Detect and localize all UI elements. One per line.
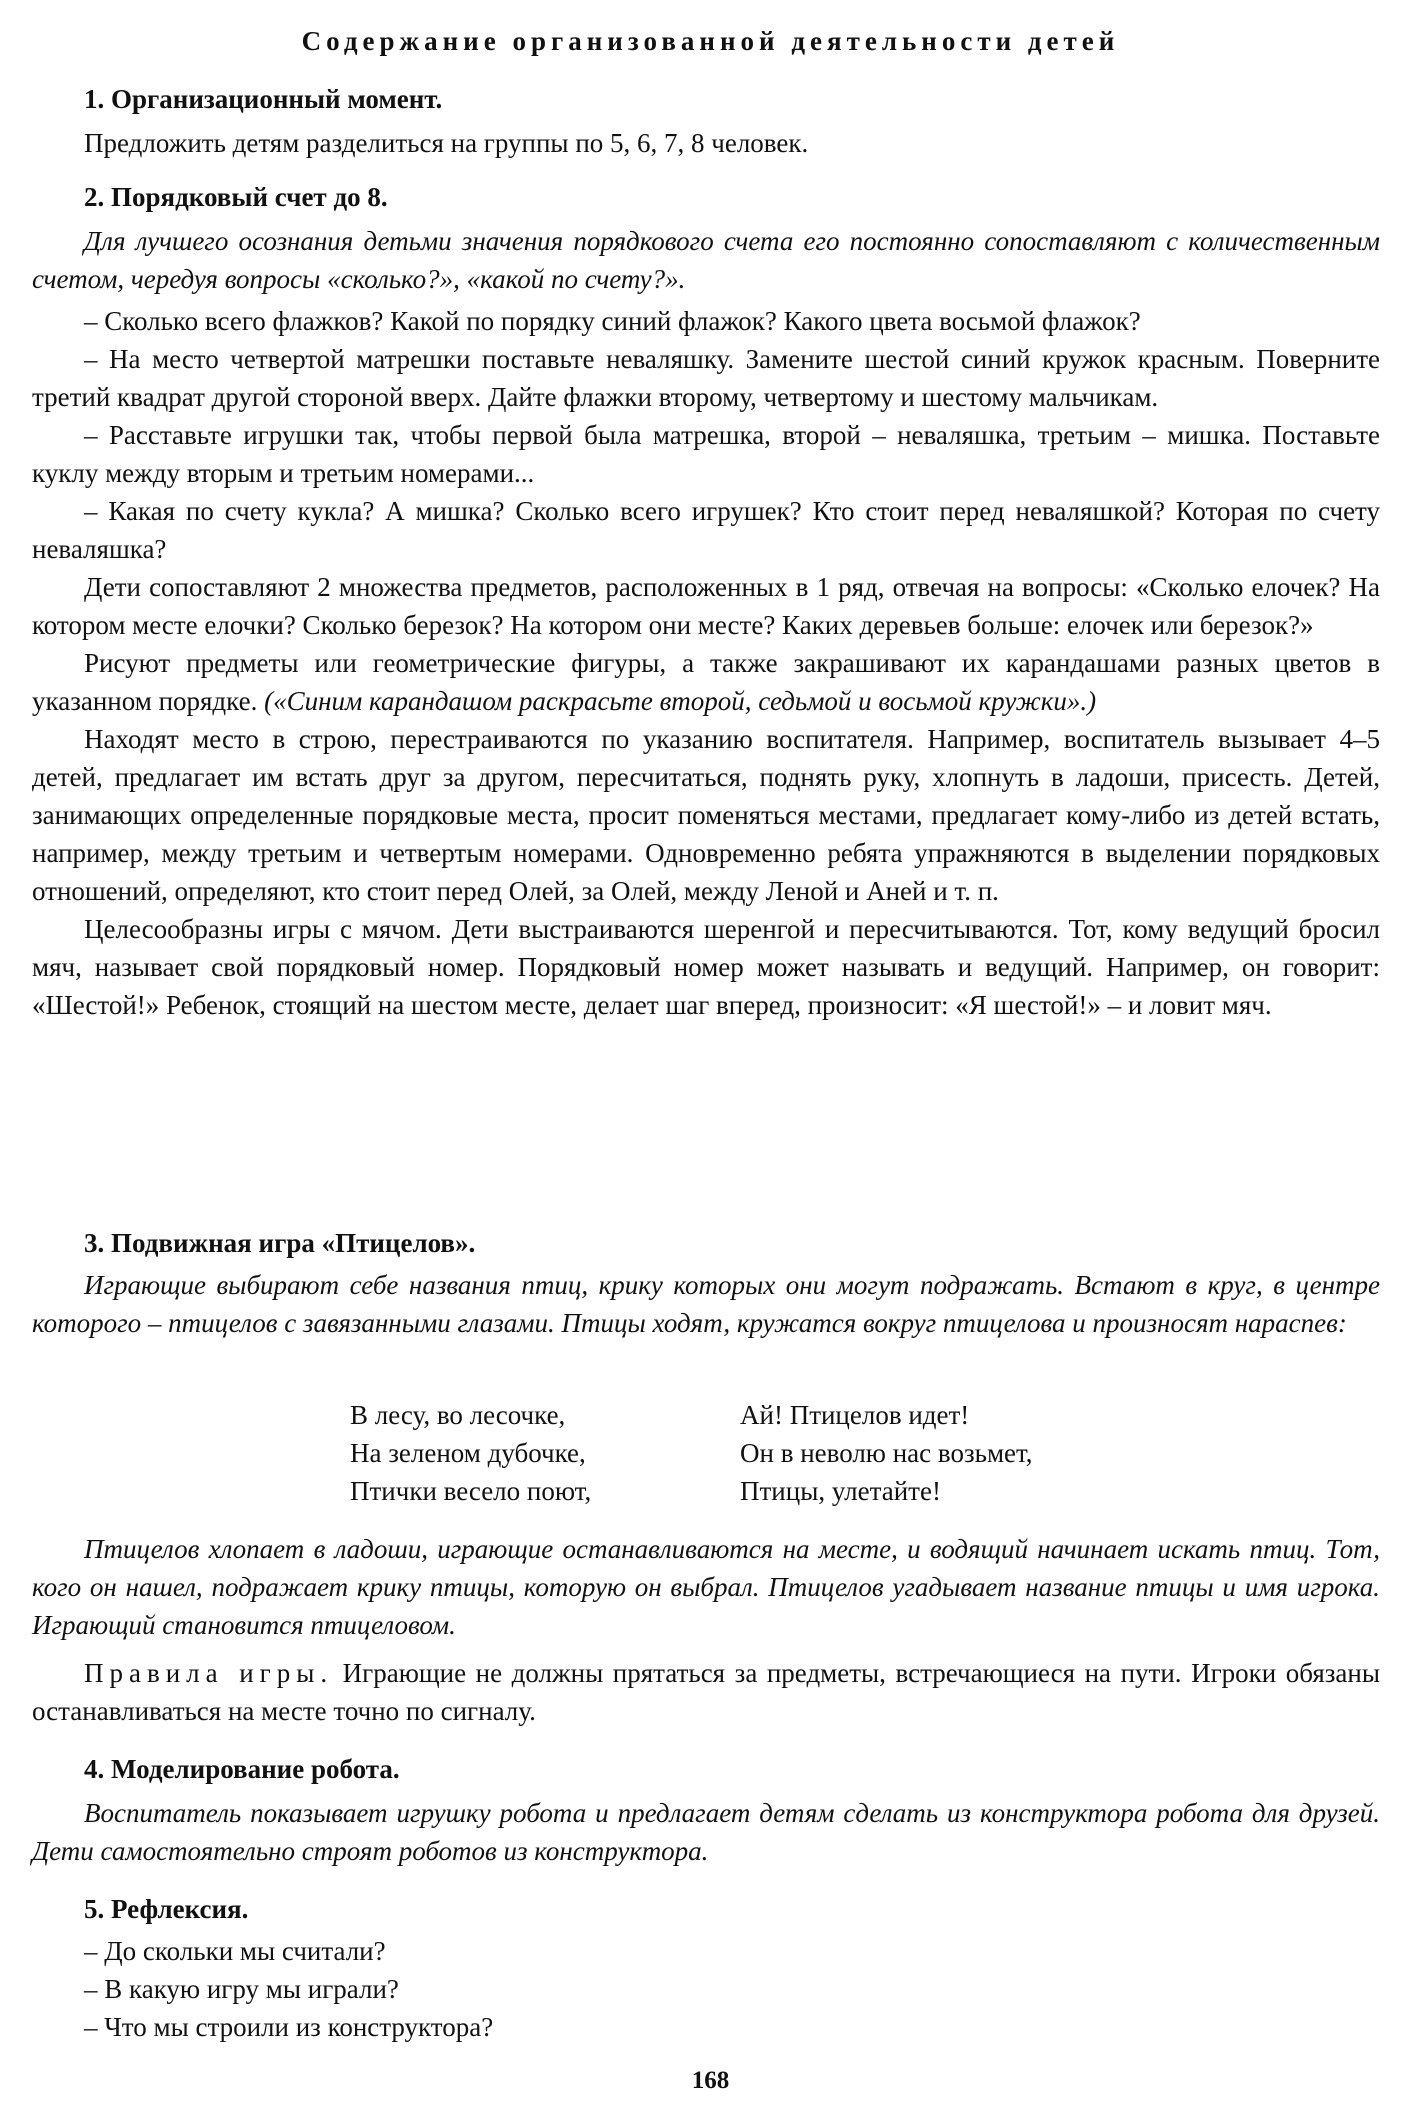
question-2: – На место четвертой матрешки поставьте неваляшку. Замените шестой синий кружок красным. Поверните третий квадрат другой стороной вверх. Дайте флажки второму, четвертому и шестому мальчикам. (32, 344, 1380, 412)
question-3: – Расставьте игрушки так, чтобы первой была матрешка, второй – неваляшка, третьим – мишка. Поставьте куклу между вторым и третьим номерами... (32, 420, 1380, 488)
poem (350, 1396, 1150, 1510)
paragraph-ball-game: Целесообразны игры с мячом. Дети выстраиваются шеренгой и пересчитываются. Тот, кому ведущий бросил мяч, называет свой порядковый номер. Порядковый номер может называть и ведущий. Например, он говорит: «Шестой!» Ребенок, стоящий на шестом месте, делает шаг вперед, произносит: «Я шестой!» – и ловит мяч. (32, 914, 1380, 1020)
section-3-after: Птицелов хлопает в ладоши, играющие останавливаются на месте, и водящий начинает искать птиц. Тот, кого он нашел, подражает крику птицы, которую он выбрал. Птицелов угадывает название птицы и имя игрока. Играющий становится птицеловом. (32, 1534, 1380, 1640)
section-3 (32, 1224, 1380, 1342)
section-4-text: Воспитатель показывает игрушку робота и предлагает детям сделать из конструктора робота для друзей. Дети самостоятельно строят роботов из конструктора. (32, 1798, 1380, 1866)
poem-left-column (350, 1396, 740, 1510)
question-4: – Какая по счету кукла? А мишка? Сколько всего игрушек? Кто стоит перед неваляшкой? Которая по счету неваляшка? (32, 496, 1380, 564)
section-5 (32, 1890, 1380, 2046)
poem-line: Ай! Птицелов идет! (740, 1400, 970, 1430)
reflection-question: – Что мы строили из конструктора? (84, 2012, 494, 2042)
section-3-heading: 3. Подвижная игра «Птицелов». (84, 1228, 476, 1258)
section-2 (32, 178, 1380, 1024)
poem-right-column (740, 1396, 1130, 1510)
section-2-intro: Для лучшего осознания детьми значения порядкового счета его постоянно сопоставляют с количественным счетом, чередуя вопросы «сколько?», «какой по счету?». (32, 226, 1380, 294)
poem-line: Птицы, улетайте! (740, 1476, 941, 1506)
poem-line: Птички весело поют, (350, 1476, 592, 1506)
section-4-heading: 4. Моделирование робота. (84, 1754, 400, 1784)
paragraph-drawing-text: Рисуют предметы или геометрические фигуры, а также закрашивают их карандашами разных цветов в указанном порядке. (32, 648, 1380, 716)
section-3-continued (32, 1530, 1380, 1730)
question-1: – Сколько всего флажков? Какой по порядку синий флажок? Какого цвета восьмой флажок? (84, 306, 1141, 336)
paragraph-drawing-italic: («Синим карандашом раскрасьте второй, седьмой и восьмой кружки».) (264, 686, 1097, 716)
reflection-question: – В какую игру мы играли? (84, 1974, 399, 2004)
section-1-heading: 1. Организационный момент. (84, 84, 443, 114)
page-title: Содержание организованной деятельности детей (301, 26, 1120, 56)
page-number: 168 (691, 2067, 730, 2094)
paragraph-drawing (32, 644, 1380, 720)
game-rules-label: Правила игры. (84, 1658, 334, 1688)
game-rules (32, 1654, 1380, 1730)
poem-line: На зеленом дубочке, (350, 1438, 586, 1468)
section-2-heading: 2. Порядковый счет до 8. (84, 182, 388, 212)
section-3-intro: Играющие выбирают себе названия птиц, крику которых они могут подражать. Встают в круг, в центре которого – птицелов с завязанными глазами. Птицы ходят, кружатся вокруг птицелова и произносят нараспев: (32, 1270, 1380, 1338)
section-5-heading: 5. Рефлексия. (84, 1894, 249, 1924)
poem-line: Он в неволю нас возьмет, (740, 1438, 1033, 1468)
section-1-text: Предложить детям разделиться на группы по 5, 6, 7, 8 человек. (84, 128, 809, 158)
section-4 (32, 1750, 1380, 1870)
paragraph-lineup: Находят место в строю, перестраиваются по указанию воспитателя. Например, воспитатель вызывает 4–5 детей, предлагает им встать друг за другом, пересчитаться, поднять руку, хлопнуть в ладоши, присесть. Детей, занимающих определенные порядковые места, просит поменяться местами, предлагает кому-либо из детей встать, например, между третьим и четвертым номерами. Одновременно ребята упражняются в выделении порядковых отношений, определяют, кто стоит перед Олей, за Олей, между Леной и Аней и т. п. (32, 724, 1380, 906)
section-1 (32, 80, 1380, 162)
reflection-question: – До скольки мы считали? (84, 1936, 386, 1966)
game-rules-text: Играющие не должны прятаться за предметы, встречающиеся на пути. Игроки обязаны останавливаться на месте точно по сигналу. (32, 1658, 1380, 1726)
paragraph-sets: Дети сопоставляют 2 множества предметов, расположенных в 1 ряд, отвечая на вопросы: «Сколько елочек? На котором месте елочки? Сколько березок? На котором они месте? Каких деревьев больше: елочек или березок?» (32, 572, 1380, 640)
poem-line: В лесу, во лесочке, (350, 1400, 566, 1430)
